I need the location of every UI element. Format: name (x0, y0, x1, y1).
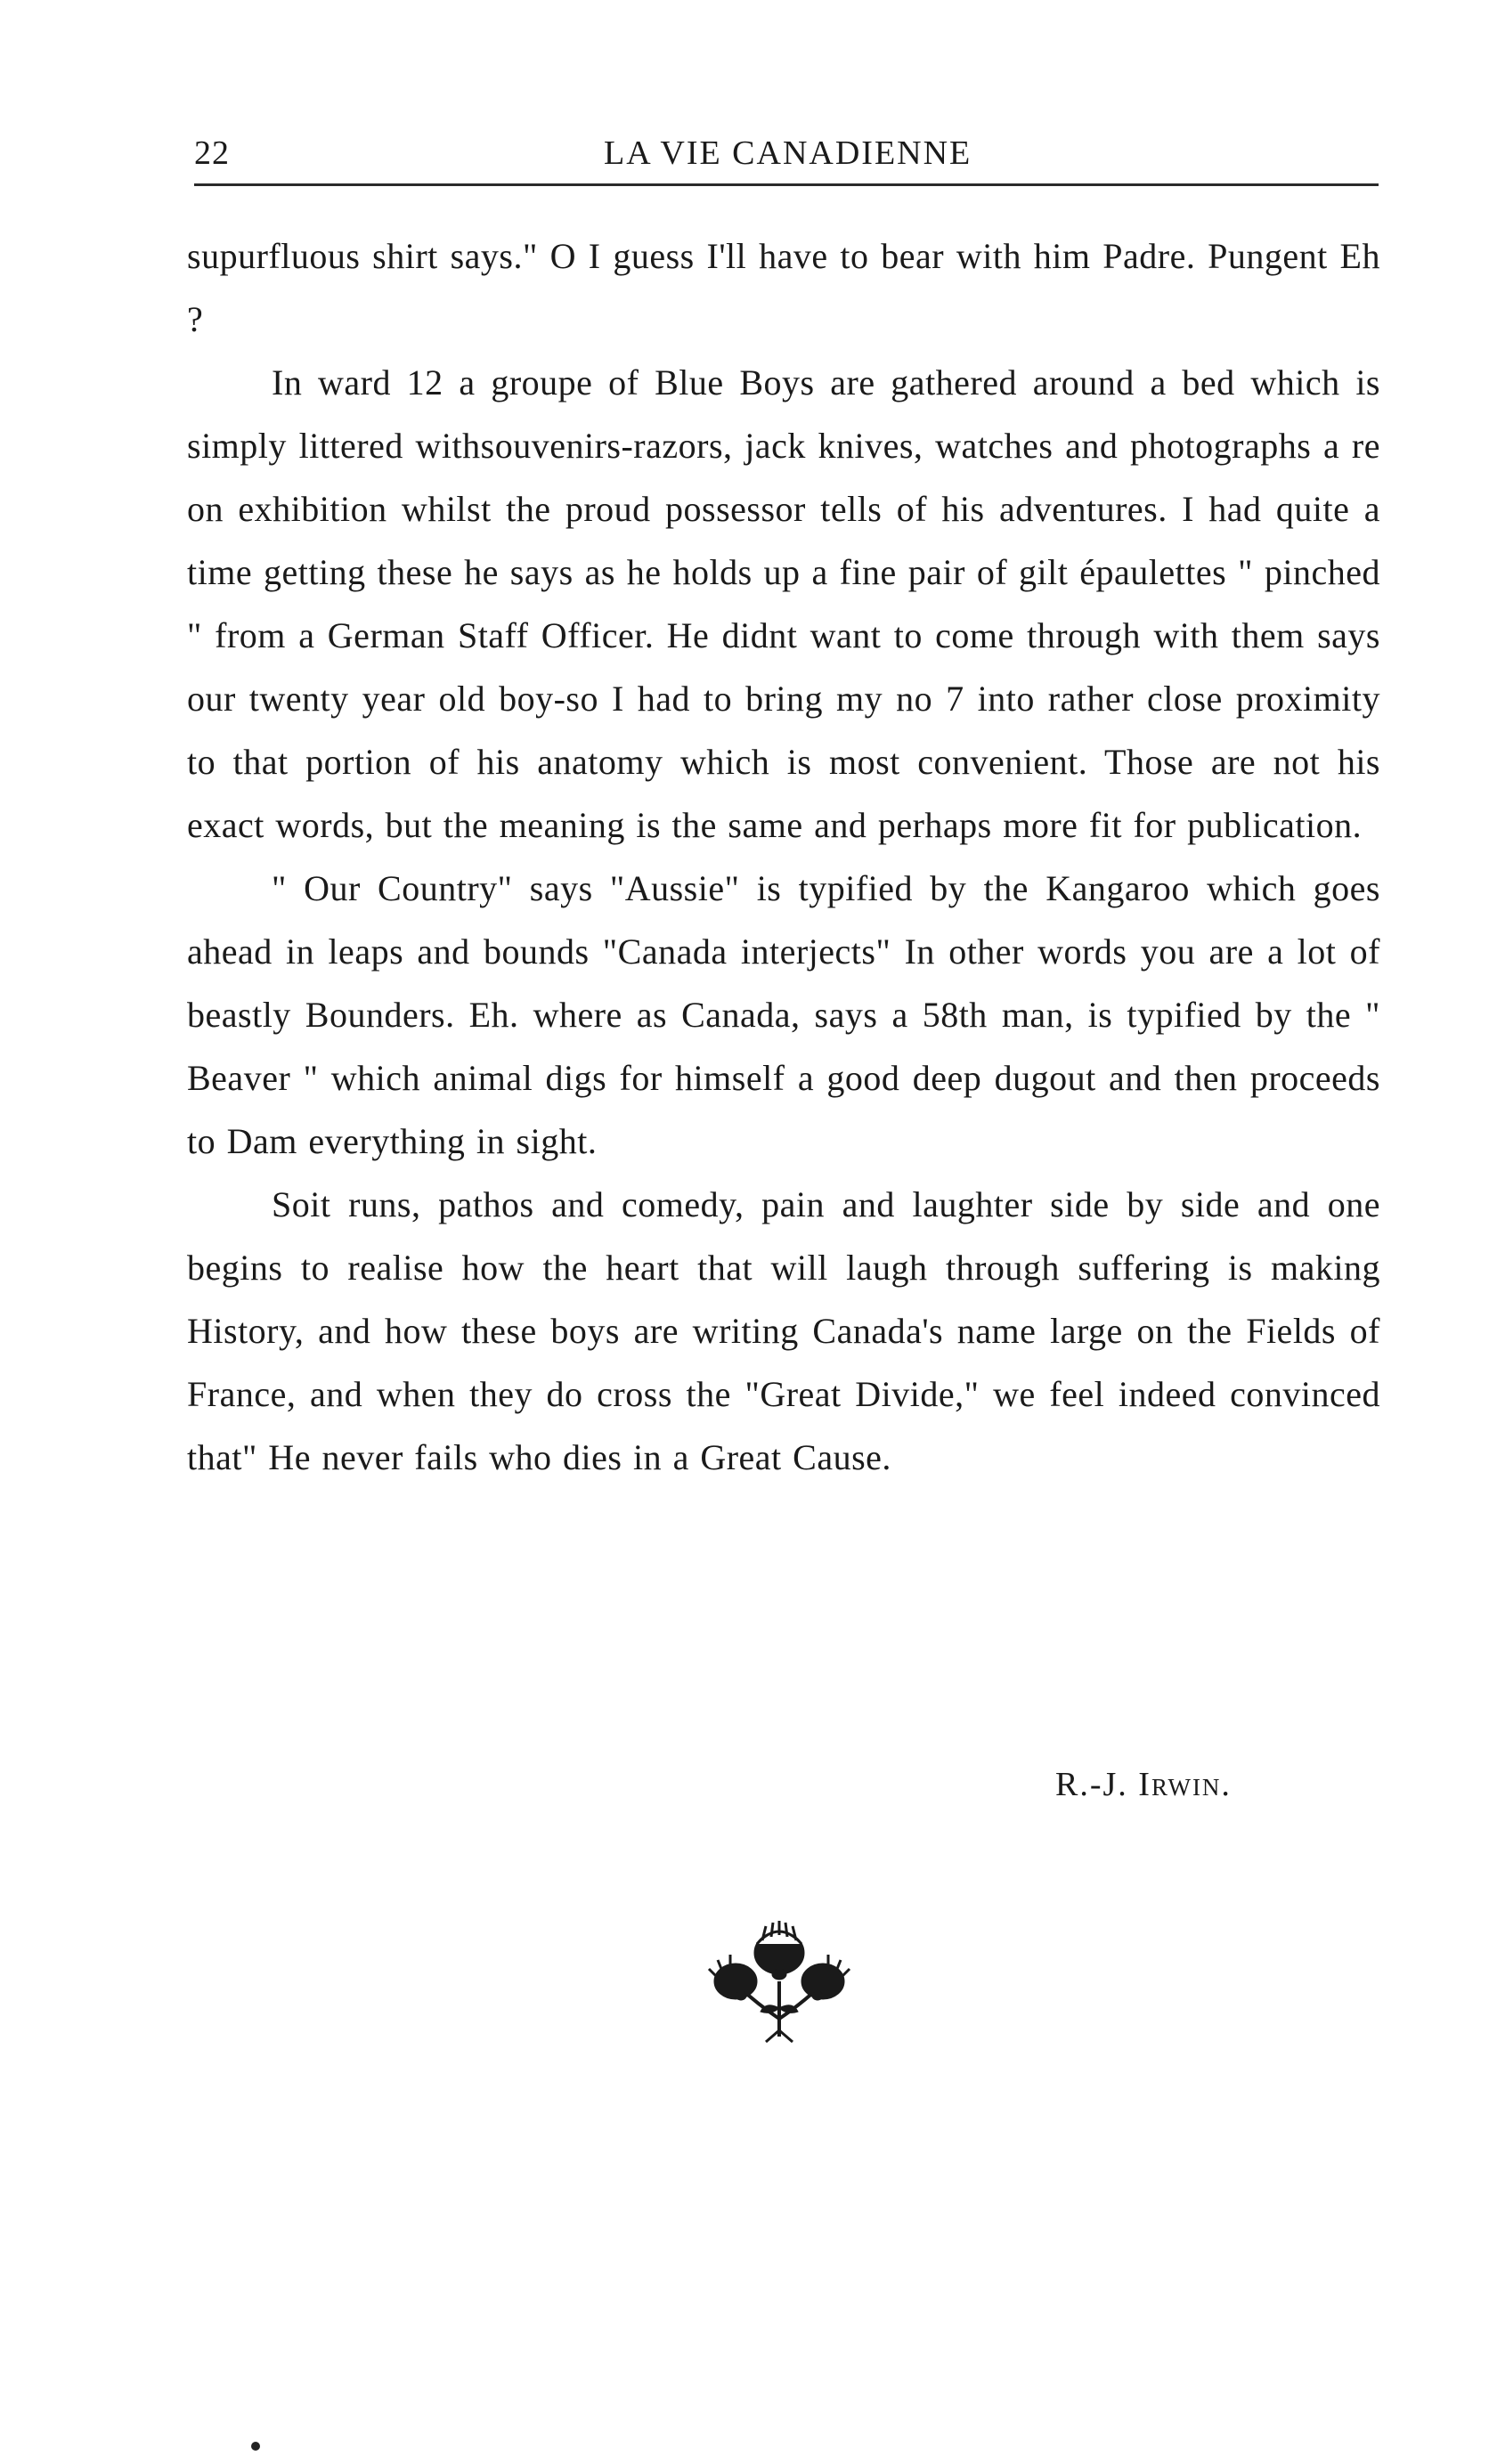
ink-speck (251, 2442, 260, 2451)
paragraph-continued: supurfluous shirt says." O I guess I'll have to bear with him Padre. Pungent Eh ? (187, 236, 1380, 339)
header-rule (194, 183, 1379, 186)
paragraph-ward-12: In ward 12 a groupe of Blue Boys are gathered around a bed which is simply littered withsouvenirs-razors, jack knives, watches and photographs a re on exhibition whilst the proud possessor tells of his adventures. I had quite a time getting these he says as he holds up a fine pair of gilt épaulettes " pinched " from a German Staff Officer. He didnt want to come through with them says our twenty year old boy-so I had to bring my no 7 into rather close proximity to that portion of his anatomy which is most convenient. Those are not his exact words, but the meaning is the same and perhaps more fit for publication. (187, 362, 1380, 845)
paragraph-soit-runs: Soit runs, pathos and comedy, pain and laughter side by side and one begins to realise how the heart that will laugh through suffering is making History, and how these boys are writing Canada's name large on the Fields of France, and when they do cross the "Great Divide," we feel indeed convinced that" He never fails who dies in a Great Cause. (187, 1184, 1380, 1477)
author-signature: R.-J. Irwin. (1055, 1766, 1232, 1803)
article-body (187, 224, 1380, 1489)
page-header (194, 125, 1379, 196)
flower-ornament-icon (704, 1919, 855, 2044)
running-title: LA VIE CANADIENNE (604, 134, 972, 172)
paragraph-our-country: " Our Country" says "Aussie" is typified by the Kangaroo which goes ahead in leaps and bounds "Canada interjects" In other words you are a lot of beastly Bounders. Eh. where as Canada, says a 58th man, is typified by the " Beaver " which animal digs for himself a good deep dugout and then proceeds to Dam everything in sight. (187, 868, 1380, 1161)
page-number: 22 (194, 134, 230, 172)
